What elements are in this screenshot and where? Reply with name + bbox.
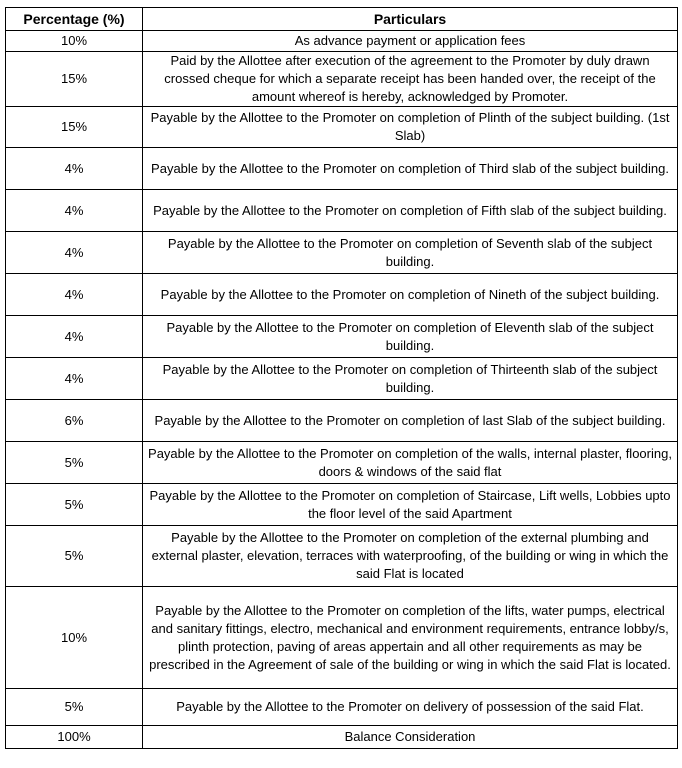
particulars-cell: Payable by the Allottee to the Promoter on completion of Seventh slab of the subject building. [143, 232, 678, 274]
percentage-cell: 6% [6, 400, 143, 442]
table-row [6, 190, 678, 232]
percentage-cell: 4% [6, 190, 143, 232]
table-row [6, 689, 678, 726]
particulars-cell: Payable by the Allottee to the Promoter on completion of Staircase, Lift wells, Lobbies upto the floor level of the said Apartment [143, 484, 678, 526]
percentage-cell: 5% [6, 484, 143, 526]
percentage-cell: 10% [6, 31, 143, 52]
table-row [6, 148, 678, 190]
table-row [6, 400, 678, 442]
particulars-cell: Balance Consideration [143, 726, 678, 749]
particulars-cell: Payable by the Allottee to the Promoter on completion of the walls, internal plaster, flooring, doors & windows of the said flat [143, 442, 678, 484]
particulars-cell: Payable by the Allottee to the Promoter on completion of Fifth slab of the subject building. [143, 190, 678, 232]
percentage-cell: 4% [6, 148, 143, 190]
particulars-cell: Payable by the Allottee to the Promoter on completion of Thirteenth slab of the subject building. [143, 358, 678, 400]
percentage-cell: 15% [6, 52, 143, 107]
percentage-cell: 4% [6, 316, 143, 358]
table-row [6, 107, 678, 148]
particulars-cell: Payable by the Allottee to the Promoter on completion of last Slab of the subject building. [143, 400, 678, 442]
table-row [6, 274, 678, 316]
percentage-cell: 4% [6, 232, 143, 274]
table-row [6, 358, 678, 400]
particulars-cell: Payable by the Allottee to the Promoter on completion of Eleventh slab of the subject building. [143, 316, 678, 358]
percentage-cell: 100% [6, 726, 143, 749]
payment-schedule-container [5, 7, 677, 749]
table-row [6, 31, 678, 52]
payment-schedule-table [5, 7, 678, 749]
particulars-cell: Payable by the Allottee to the Promoter on completion of Plinth of the subject building. (1st Slab) [143, 107, 678, 148]
percentage-cell: 4% [6, 358, 143, 400]
particulars-cell: Payable by the Allottee to the Promoter on completion of the lifts, water pumps, electrical and sanitary fittings, electro, mechanical and environment requirements, entrance lobby/s, plinth protection, paving of areas appertain and all other requirements as may be prescribed in the Agreement of sale of the building or wing in which the said Flat is located. [143, 587, 678, 689]
table-header-row [6, 8, 678, 31]
table-row [6, 316, 678, 358]
percentage-cell: 5% [6, 689, 143, 726]
header-percentage: Percentage (%) [6, 8, 143, 31]
particulars-cell: As advance payment or application fees [143, 31, 678, 52]
table-body [6, 31, 678, 749]
table-row [6, 232, 678, 274]
particulars-cell: Payable by the Allottee to the Promoter on completion of the external plumbing and external plaster, elevation, terraces with waterproofing, of the building or wing in which the said Flat is located [143, 526, 678, 587]
table-row [6, 484, 678, 526]
table-row [6, 526, 678, 587]
percentage-cell: 4% [6, 274, 143, 316]
table-row [6, 52, 678, 107]
percentage-cell: 10% [6, 587, 143, 689]
percentage-cell: 15% [6, 107, 143, 148]
header-particulars: Particulars [143, 8, 678, 31]
particulars-cell: Payable by the Allottee to the Promoter on completion of Nineth of the subject building. [143, 274, 678, 316]
table-row [6, 442, 678, 484]
particulars-cell: Paid by the Allottee after execution of the agreement to the Promoter by duly drawn crossed cheque for which a separate receipt has been handed over, the receipt of the amount whereof is hereby, acknowledged by Promoter. [143, 52, 678, 107]
table-row [6, 726, 678, 749]
table-row [6, 587, 678, 689]
percentage-cell: 5% [6, 442, 143, 484]
percentage-cell: 5% [6, 526, 143, 587]
particulars-cell: Payable by the Allottee to the Promoter on delivery of possession of the said Flat. [143, 689, 678, 726]
particulars-cell: Payable by the Allottee to the Promoter on completion of Third slab of the subject building. [143, 148, 678, 190]
